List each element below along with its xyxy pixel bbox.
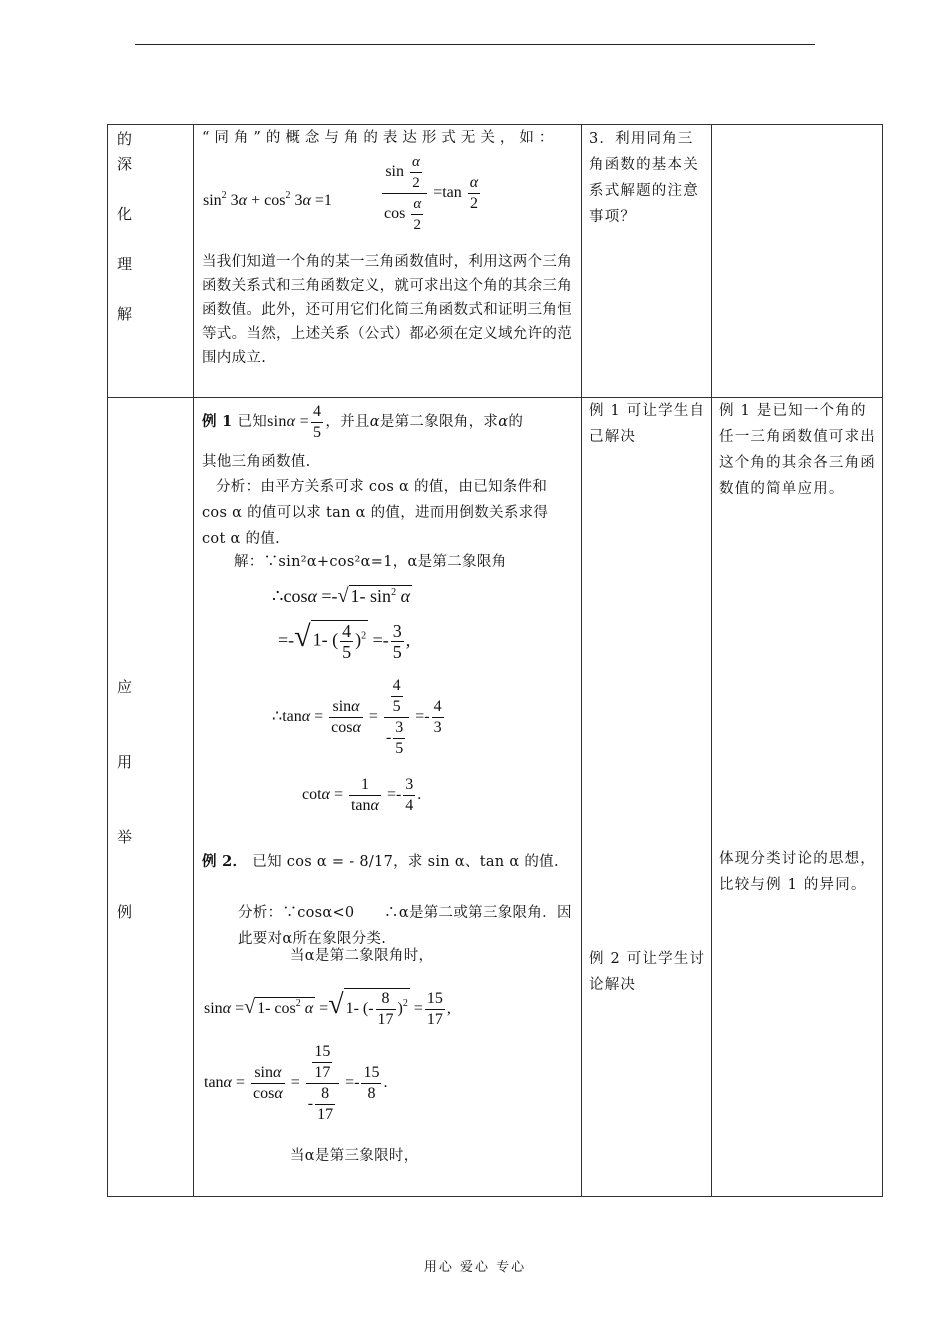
- row1-heading-char: 的: [117, 130, 133, 148]
- example2-statement: 例 2． 已知 cos α = - 8/17，求 sin α、tan α 的值.: [202, 853, 559, 870]
- row1-heading-char: 深: [117, 155, 133, 173]
- row2-heading-char: 举: [117, 828, 133, 846]
- table-divider: [711, 124, 712, 1197]
- remark-ex1: 例 1 是已知一个角的任一三角函数值可求出这个角的其余各三角函数值的简单应用。: [719, 403, 876, 497]
- ex1-cos-eval: =-√ 1- ( $\frac{4}{5}$ )$^2$ =- $\frac{3}{5}$ ,: [278, 620, 411, 663]
- ex1-cot-line: cotα = $\frac{1}{\tan\alpha}$ =- $\frac{3}{4}$ .: [302, 776, 422, 814]
- example1-statement: 例 1 已知sinα = $\frac{4}{5}$ ，并且α是第二象限角，求α的: [202, 403, 524, 441]
- row2-heading-char: 应: [117, 678, 133, 696]
- table-divider: [581, 124, 582, 1197]
- row2-heading-char: 用: [117, 753, 133, 771]
- header-rule: [135, 44, 815, 45]
- ex1-tan-line: ∴tanα = $\frac{\sin\alpha}{\cos\alpha}$ = $\frac{4}{5}$ - $\frac{3}{5}$ =- $\frac{4}{3}$: [272, 677, 442, 757]
- ex1-cos-line: ∴cosα =-√ 1- $\sin^2 \alpha$: [272, 585, 411, 607]
- row1-heading-char: 理: [117, 255, 133, 273]
- example1-analysis: 分析：由平方关系可求 cos α 的值，由已知条件和 cos α 的值可以求 tan α 的值，进而用倒数关系求得 cot α 的值.: [202, 479, 549, 547]
- example2-analysis: 分析：∵cosα<0 ∴α是第二或第三象限角．因此要对α所在象限分类.: [238, 905, 572, 947]
- example2-case1: 当α是第二象限角时，: [290, 948, 434, 964]
- teacher-note-ex2: 例 2 可让学生讨论解决: [589, 951, 706, 993]
- concept-text: “同角”的概念与角的表达形式无关，如：: [202, 130, 559, 146]
- teacher-note-ex1: 例 1 可让学生自己解决: [589, 403, 706, 445]
- ex2-sin-line: sinα =√ 1- $\cos^2 \alpha$ =√ 1- (- $\frac{8}{17}$ )$^2$ = $\frac{15}{17}$ ,: [204, 989, 451, 1028]
- row1-heading-char: 解: [117, 305, 133, 323]
- row2-heading-char: 例: [117, 903, 133, 921]
- half-angle-formula: sin $\frac{\alpha}{2}$ cos $\frac{\alpha}{2}$ =tan $\frac{\alpha}{2}$: [384, 154, 479, 233]
- example1-solution-head: 解：∵sin²α+cos²α=1，α是第二象限角: [234, 554, 507, 570]
- relation-paragraph: 当我们知道一个角的某一三角函数值时，利用这两个三角函数关系式和三角函数定义，就可求出这个角的其余三角函数值。此外，还可用它们化简三角函数式和证明三角恒等式。当然，上述关系（公式）都必须在定义域允许的范围内成立.: [202, 254, 572, 366]
- remark-ex2: 体现分类讨论的思想，比较与例 1 的异同。: [719, 851, 876, 893]
- row1-heading-char: 化: [117, 205, 133, 223]
- table-divider: [193, 124, 194, 1197]
- page-footer: 用心 爱心 专心: [423, 1260, 527, 1275]
- teacher-note: 3．利用同角三角函数的基本关系式解题的注意事项？: [589, 131, 699, 225]
- identity-formula: $\sin^2 3\alpha + \cos^2 3\alpha =1$: [203, 190, 332, 209]
- example2-case2: 当α是第三象限时，: [290, 1148, 419, 1164]
- ex2-tan-line: tanα = $\frac{\sin\alpha}{\cos\alpha}$ = $\frac{15}{17}$ - $\frac{8}{17}$ =- $\frac{15}{8}$ .: [204, 1043, 388, 1123]
- example1-statement-cont: 其他三角函数值.: [202, 454, 311, 470]
